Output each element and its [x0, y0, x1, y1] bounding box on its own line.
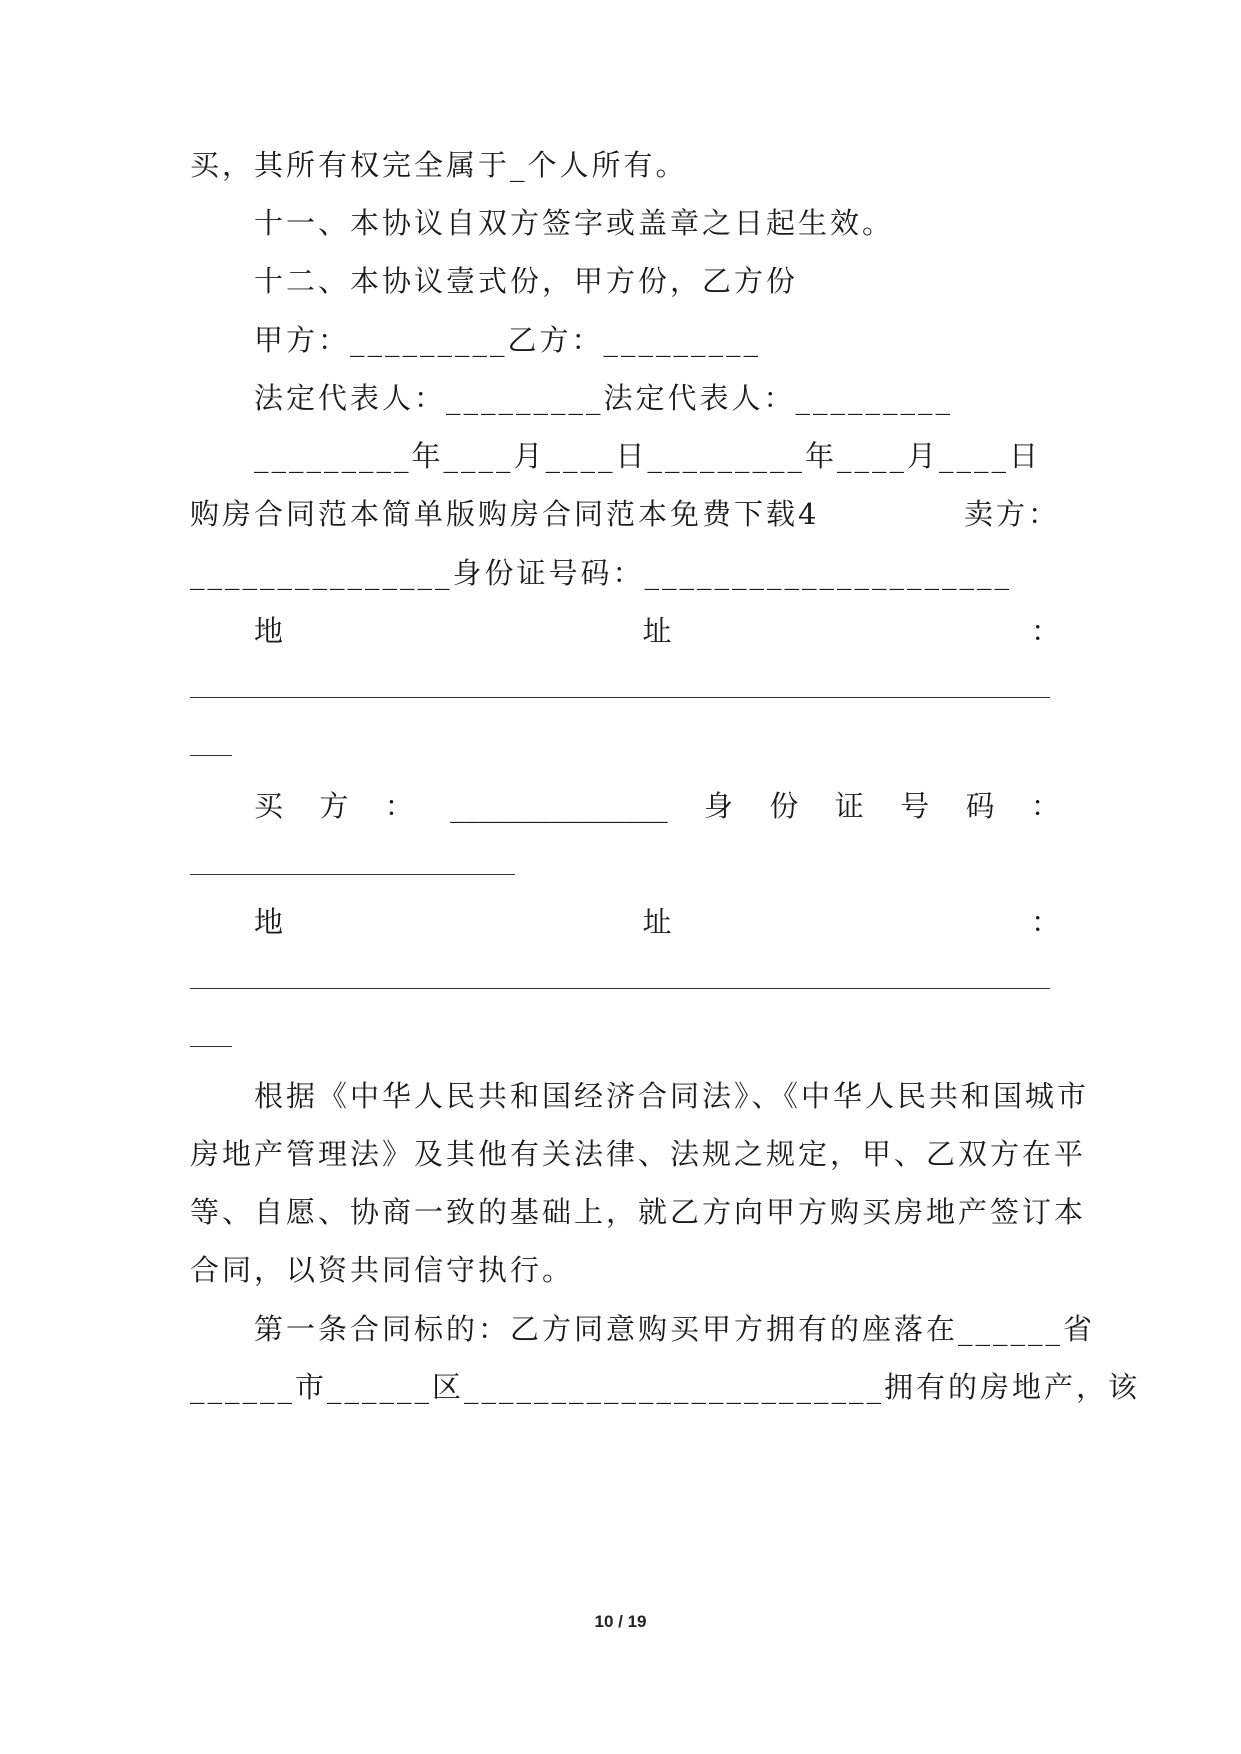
seller-address-label — [254, 611, 1060, 651]
preamble-line-1: 根据《中华人民共和国经济合同法》、《中华人民共和国城市 — [254, 1079, 1090, 1113]
legal-representative-line: 法定代表人：_________法定代表人：_________ — [254, 381, 954, 415]
label-char: 证 — [834, 789, 864, 823]
party-signature-line: 甲方：_________乙方：_________ — [254, 323, 762, 357]
label-char: 份 — [769, 789, 799, 823]
contract-title: 购房合同范本简单版购房合同范本免费下载4 — [190, 497, 820, 531]
preamble-line-4: 合同，以资共同信守执行。 — [190, 1253, 575, 1287]
seller-label: 卖方： — [963, 497, 1060, 531]
label-char: ： — [1030, 614, 1060, 648]
seller-address-blank — [190, 697, 1050, 698]
label-char: 身 — [703, 789, 733, 823]
label-char: 址 — [642, 614, 672, 648]
clause-eleven: 十一、本协议自双方签字或盖章之日起生效。 — [254, 206, 895, 240]
preamble-line-2: 房地产管理法》及其他有关法律、法规之规定，甲、乙双方在平 — [190, 1137, 1087, 1171]
label-char: 码 — [965, 789, 995, 823]
label-char: 买 — [254, 789, 284, 823]
label-char: 方 — [319, 789, 349, 823]
label-char: ： — [384, 789, 414, 823]
buyer-address-blank-end — [190, 1046, 232, 1047]
date-line: _________年____月____日_________年____月____日 — [254, 439, 1042, 473]
seller-id-line: _______________身份证号码：_____________________ — [190, 556, 1013, 590]
seller-address-blank-end — [190, 755, 232, 756]
article-one-line-2: ______市______区________________________拥有的房地产，该 — [190, 1370, 1141, 1404]
buyer-id-blank — [190, 874, 515, 875]
label-char: ： — [1030, 789, 1060, 823]
label-char: 号 — [900, 789, 930, 823]
preamble-line-3: 等、自愿、协商一致的基础上，就乙方向甲方购买房地产签订本 — [190, 1195, 1087, 1229]
contract-title-line — [190, 494, 1060, 534]
label-char: 地 — [254, 905, 284, 939]
buyer-line — [254, 786, 1060, 826]
buyer-address-blank — [190, 988, 1050, 989]
label-char: 地 — [254, 614, 284, 648]
page-number: 10 / 19 — [594, 1612, 647, 1631]
clause-twelve: 十二、本协议壹式份，甲方份，乙方份 — [254, 264, 799, 298]
text-line: 买，其所有权完全属于_个人所有。 — [190, 148, 688, 182]
label-char: ： — [1030, 905, 1060, 939]
label-char: 址 — [642, 905, 672, 939]
article-one-line-1: 第一条合同标的：乙方同意购买甲方拥有的座落在______省 — [254, 1312, 1096, 1346]
buyer-name-blank: _______________ — [450, 789, 668, 823]
buyer-address-label — [254, 902, 1060, 942]
